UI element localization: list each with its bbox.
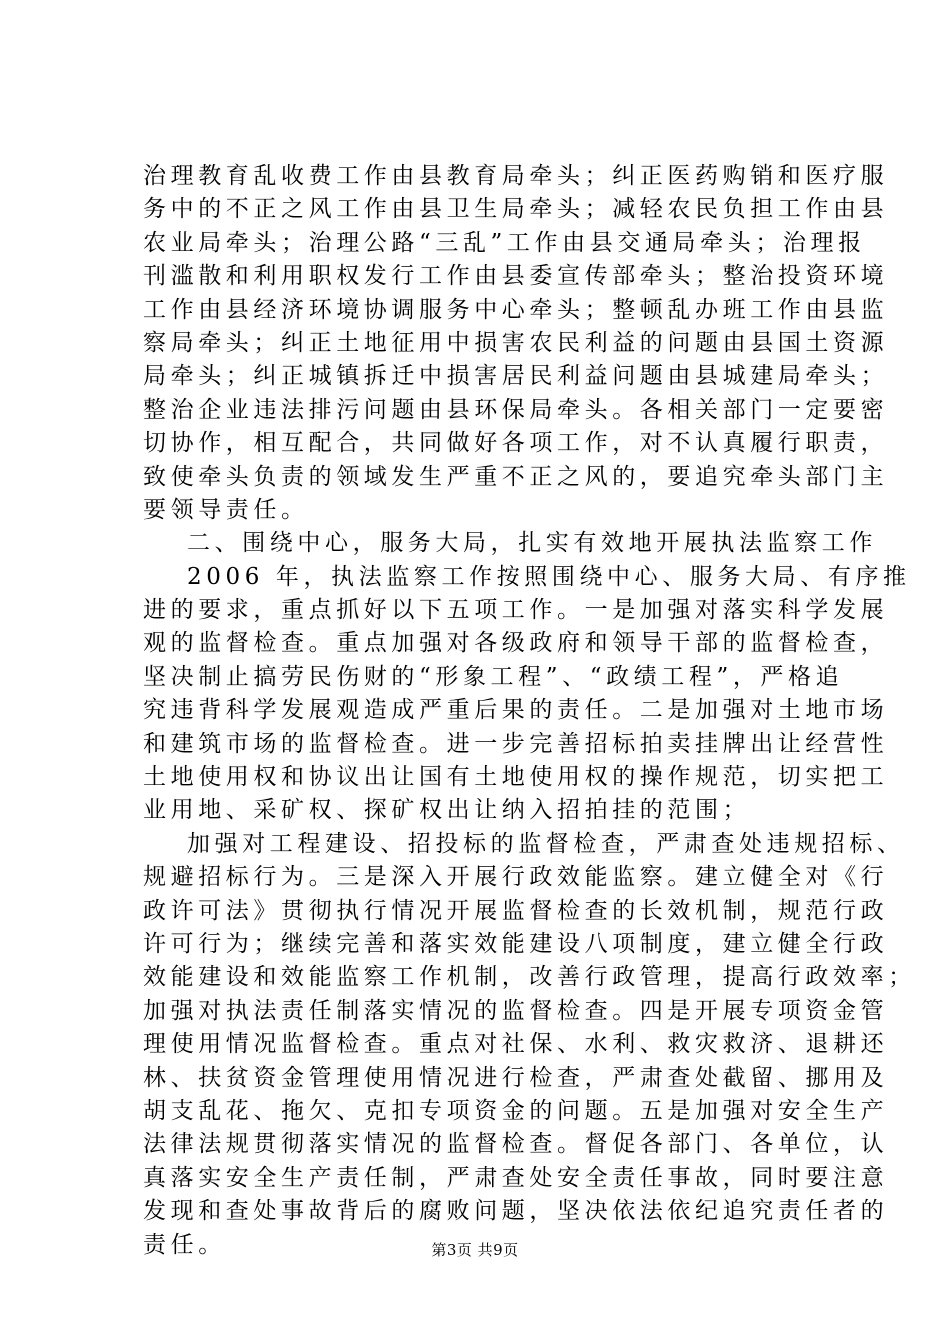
text-line: 农业局牵头；治理公路“三乱”工作由县交通局牵头；治理报 — [143, 229, 866, 256]
text-line: 治理教育乱收费工作由县教育局牵头；纠正医药购销和医疗服 — [143, 163, 889, 189]
text-line: 胡支乱花、拖欠、克扣专项资金的问题。五是加强对安全生产 — [143, 1097, 889, 1124]
text-line: 发现和查处事故背后的腐败问题，坚决依法依纪追究责任者的 — [143, 1198, 889, 1225]
text-line: 要领导责任。 — [143, 496, 309, 523]
text-line: 效能建设和效能监察工作机制，改善行政管理，提高行政效率； — [143, 964, 916, 991]
text-line: 观的监督检查。重点加强对各级政府和领导干部的监督检查， — [143, 630, 889, 657]
text-line: 规避招标行为。三是深入开展行政效能监察。建立健全对《行 — [143, 864, 889, 891]
text-line: 许可行为；继续完善和落实效能建设八项制度，建立健全行政 — [143, 930, 889, 957]
text-line: 坚决制止搞劳民伤财的“形象工程”、“政绩工程”，严格追 — [143, 663, 844, 690]
text-line: 察局牵头；纠正土地征用中损害农民利益的问题由县国土资源 — [143, 329, 889, 356]
text-line: 致使牵头负责的领域发生严重不正之风的，要追究牵头部门主 — [143, 463, 889, 490]
text-line: 究违背科学发展观造成严重后果的责任。二是加强对土地市场 — [143, 697, 889, 724]
text-line: 进的要求，重点抓好以下五项工作。一是加强对落实科学发展 — [143, 597, 889, 624]
text-line: 加强对工程建设、招投标的监督检查，严肃查处违规招标、 — [187, 830, 905, 857]
text-line: 切协作，相互配合，共同做好各项工作，对不认真履行职责， — [143, 430, 889, 457]
text-line: 林、扶贫资金管理使用情况进行检查，严肃查处截留、挪用及 — [143, 1064, 889, 1091]
page-number-footer: 第3页 共9页 — [431, 1241, 519, 1259]
text-line: 整治企业违法排污问题由县环保局牵头。各相关部门一定要密 — [143, 396, 889, 423]
text-line: 理使用情况监督检查。重点对社保、水利、救灾救济、退耕还 — [143, 1031, 889, 1058]
text-line: 政许可法》贯彻执行情况开展监督检查的长效机制，规范行政 — [143, 897, 889, 924]
text-line: 局牵头；纠正城镇拆迁中损害居民利益问题由县城建局牵头； — [143, 363, 889, 390]
text-line: 业用地、采矿权、探矿权出让纳入招拍挂的范围； — [143, 797, 751, 824]
text-line: 刊滥散和利用职权发行工作由县委宣传部牵头；整治投资环境 — [143, 263, 889, 290]
text-line: 责任。 — [143, 1231, 226, 1258]
text-line: 真落实安全生产责任制，严肃查处安全责任事故，同时要注意 — [143, 1164, 889, 1191]
text-line: 2006 年，执法监察工作按照围绕中心、服务大局、有序推 — [187, 563, 911, 590]
text-line: 法律法规贯彻落实情况的监督检查。督促各部门、各单位，认 — [143, 1131, 889, 1158]
text-line: 加强对执法责任制落实情况的监督检查。四是开展专项资金管 — [143, 997, 889, 1024]
text-line: 土地使用权和协议出让国有土地使用权的操作规范，切实把工 — [143, 764, 889, 791]
text-line: 务中的不正之风工作由县卫生局牵头；减轻农民负担工作由县 — [143, 196, 889, 223]
section-heading: 二、围绕中心，服务大局，扎实有效地开展执法监察工作 — [187, 530, 877, 557]
document-body — [143, 160, 916, 1262]
text-line: 和建筑市场的监督检查。进一步完善招标拍卖挂牌出让经营性 — [143, 730, 889, 757]
text-line: 工作由县经济环境协调服务中心牵头；整顿乱办班工作由县监 — [143, 296, 889, 323]
